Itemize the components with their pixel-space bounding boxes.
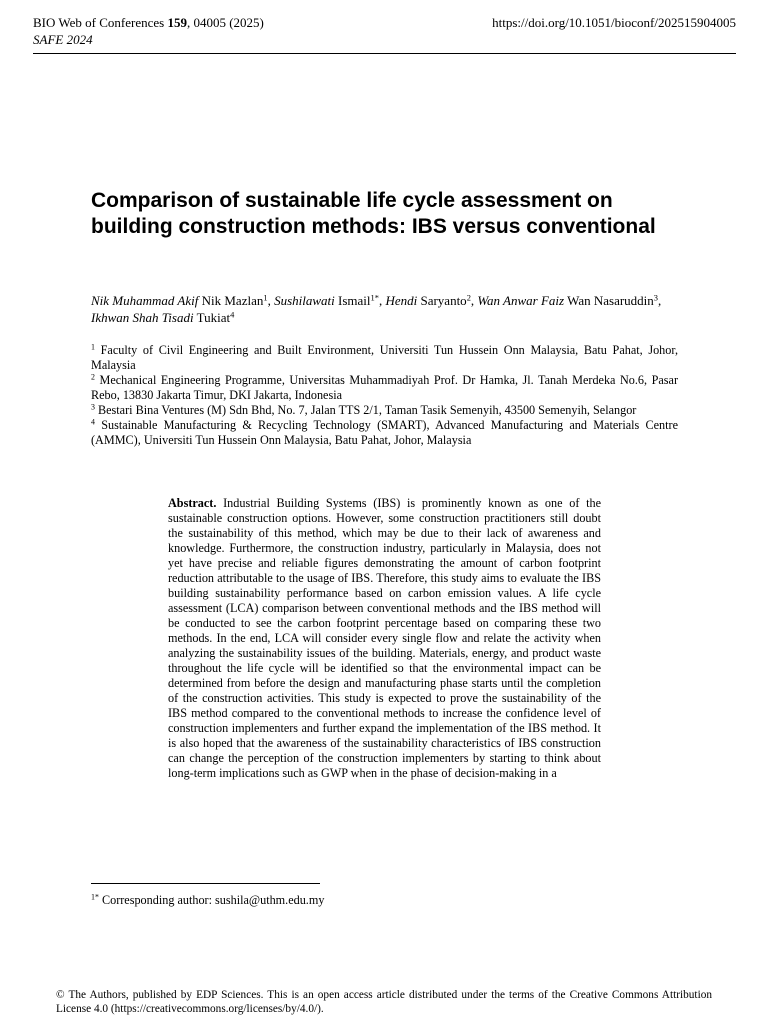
- journal-name: BIO Web of Conferences: [33, 15, 168, 30]
- author: Hendi Saryanto$^2$,: [385, 292, 478, 308]
- running-header-left: [33, 14, 264, 48]
- article-info: , 04005 (2025): [186, 15, 264, 30]
- affiliation: $^1$ Faculty of Civil Engineering and Built Environment, Universiti Tun Hussein Onn Malaysia, Batu Pahat, Johor, Malaysia: [91, 342, 678, 372]
- author-list: [91, 292, 681, 326]
- corresponding-author-footnote: $^{1*}$ Corresponding author: sushila@uthm.edu.my: [91, 892, 325, 907]
- author: Nik Muhammad Akif Nik Mazlan$^1$,: [91, 292, 275, 308]
- author: Ikhwan Shah Tisadi Tukiat$^4$: [91, 309, 235, 325]
- paper-title: Comparison of sustainable life cycle assessment on building construction methods: IBS versus conventional: [91, 189, 656, 238]
- header-divider: [33, 53, 736, 54]
- journal-citation: [33, 14, 264, 31]
- conference-name: SAFE 2024: [33, 32, 93, 47]
- affiliation: $^2$ Mechanical Engineering Programme, Universitas Muhammadiyah Prof. Dr Hamka, Jl. Tanah Merdeka No.6, Pasar Rebo, 13830 Jakarta Timur, DKI Jakarta, Indonesia: [91, 372, 678, 402]
- footnote-divider: [91, 883, 320, 884]
- abstract-label: Abstract.: [168, 496, 217, 510]
- license-notice: © The Authors, published by EDP Sciences. This is an open access article distributed under the terms of the Creative Commons Attribution License 4.0 (https://creativecommons.org/licenses/by/4.0/).: [56, 989, 712, 1015]
- journal-volume: 159: [167, 15, 187, 30]
- abstract-text: Industrial Building Systems (IBS) is prominently known as one of the sustainable construction options. However, some construction practitioners still doubt the sustainability of this method, which may be due to their lack of awareness and knowledge. Furthermore, the construction industry, particularly in Malaysia, does not yet have precise and reliable figures demonstrating the amount of carbon footprint reduction attributable to the usage of IBS. Therefore, this study aims to evaluate the IBS building sustainability performance based on carbon emission values. A life cycle assessment (LCA) comparison between conventional methods and the IBS method will be conducted to see the carbon footprint percentage based on comparing these two methods. In the end, LCA will consider every single flow and relate the activity when analyzing the sustainability issues of the building. Materials, energy, and product waste throughout the life cycle will be identified so that the environmental impact can be determined from before the design and manufacturing phase starts until the completion of the construction activities. This study is expected to prove the sustainability of the IBS method compared to the conventional methods to increase the confidence level of construction implementers and further expand the implementation of the IBS method. It is also hoped that the awareness of the sustainability characteristics of IBS construction can change the perception of the construction implementers by starting to think about long-term implications such as GWP when in the phase of decision-making in a: [168, 496, 601, 780]
- author: Wan Anwar Faiz Wan Nasaruddin$^3$,: [477, 292, 662, 308]
- author: Sushilawati Ismail$^{1*}$,: [274, 292, 386, 308]
- doi-link[interactable]: https://doi.org/10.1051/bioconf/202515904005: [492, 15, 736, 30]
- affiliation: $^3$ Bestari Bina Ventures (M) Sdn Bhd, No. 7, Jalan TTS 2/1, Taman Tasik Semenyih, 43500 Semenyih, Selangor: [91, 402, 637, 417]
- abstract: [168, 496, 601, 781]
- affiliation-list: [91, 343, 678, 448]
- affiliation: $^4$ Sustainable Manufacturing & Recycling Technology (SMART), Advanced Manufacturing and Materials Centre (AMMC), Universiti Tun Hussein Onn Malaysia, Batu Pahat, Johor, Malaysia: [91, 417, 678, 447]
